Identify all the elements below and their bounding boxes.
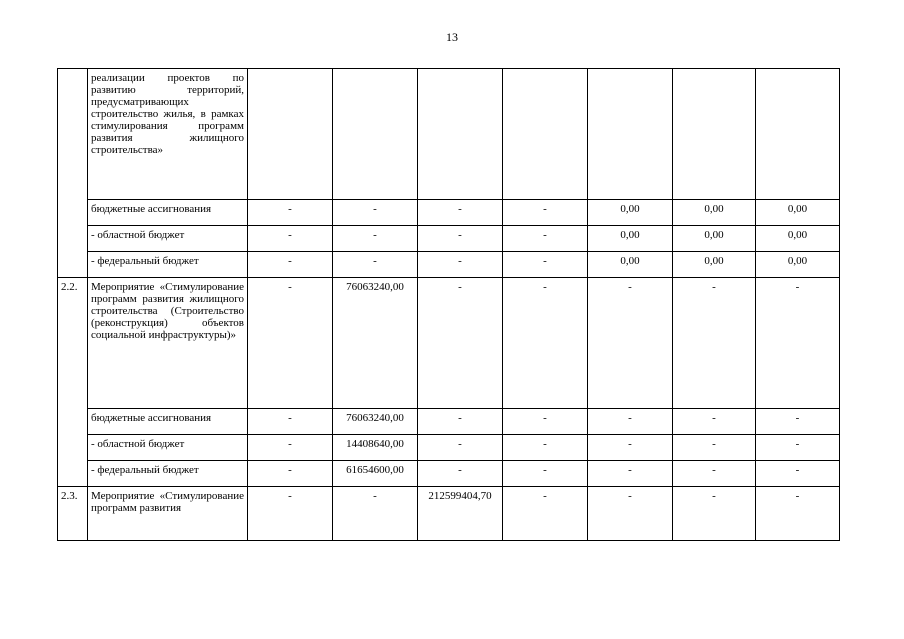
cell-value — [673, 69, 756, 200]
cell-value: - — [588, 409, 673, 435]
row-name: бюджетные ассигнования — [88, 409, 248, 435]
cell-value: - — [418, 252, 503, 278]
cell-value: - — [673, 278, 756, 409]
table-row — [58, 226, 840, 252]
row-name: - федеральный бюджет — [88, 461, 248, 487]
cell-value: - — [756, 461, 840, 487]
row-index — [58, 226, 88, 252]
cell-value: - — [588, 278, 673, 409]
cell-value: 0,00 — [756, 252, 840, 278]
budget-table — [57, 68, 840, 541]
cell-value: - — [756, 278, 840, 409]
cell-value — [503, 69, 588, 200]
row-index — [58, 461, 88, 487]
cell-value: - — [503, 461, 588, 487]
cell-value: - — [588, 461, 673, 487]
cell-value: - — [673, 487, 756, 541]
cell-value — [333, 69, 418, 200]
table-row — [58, 200, 840, 226]
row-index: 2.3. — [58, 487, 88, 541]
cell-value: - — [333, 252, 418, 278]
cell-value: - — [503, 409, 588, 435]
row-name: - областной бюджет — [88, 226, 248, 252]
cell-value — [588, 69, 673, 200]
cell-value: - — [503, 226, 588, 252]
row-index — [58, 200, 88, 226]
cell-value: - — [588, 435, 673, 461]
row-name: Мероприятие «Стимулирование программ развития жилищного строительства (Строительство (реконструкция) объектов социальной инфраструктуры)» — [88, 278, 248, 409]
cell-value: - — [756, 435, 840, 461]
row-index — [58, 252, 88, 278]
cell-value: - — [503, 252, 588, 278]
cell-value: - — [248, 435, 333, 461]
cell-value: - — [673, 435, 756, 461]
table-row — [58, 487, 840, 541]
cell-value: - — [503, 278, 588, 409]
row-index — [58, 409, 88, 435]
cell-value: 0,00 — [588, 252, 673, 278]
cell-value: - — [756, 487, 840, 541]
cell-value: - — [418, 461, 503, 487]
row-name: - федеральный бюджет — [88, 252, 248, 278]
table-row — [58, 461, 840, 487]
cell-value: - — [503, 435, 588, 461]
row-index — [58, 69, 88, 200]
cell-value: 76063240,00 — [333, 278, 418, 409]
cell-value: 0,00 — [673, 200, 756, 226]
cell-value: - — [418, 226, 503, 252]
cell-value — [418, 69, 503, 200]
row-index — [58, 435, 88, 461]
cell-value: 76063240,00 — [333, 409, 418, 435]
cell-value: - — [248, 278, 333, 409]
row-index: 2.2. — [58, 278, 88, 409]
row-name: бюджетные ассигнования — [88, 200, 248, 226]
cell-value: - — [673, 409, 756, 435]
cell-value: - — [503, 487, 588, 541]
cell-value: 61654600,00 — [333, 461, 418, 487]
cell-value: 14408640,00 — [333, 435, 418, 461]
table-row — [58, 409, 840, 435]
page-number: 13 — [446, 30, 458, 44]
cell-value: - — [588, 487, 673, 541]
cell-value: - — [333, 487, 418, 541]
cell-value: - — [248, 200, 333, 226]
table-row — [58, 69, 840, 200]
cell-value — [248, 69, 333, 200]
cell-value: - — [333, 226, 418, 252]
cell-value: - — [333, 200, 418, 226]
cell-value: - — [756, 409, 840, 435]
table-row — [58, 252, 840, 278]
cell-value: - — [248, 226, 333, 252]
cell-value: - — [248, 252, 333, 278]
row-name: Мероприятие «Стимулирование программ развития — [88, 487, 248, 541]
cell-value: - — [248, 487, 333, 541]
cell-value: - — [418, 435, 503, 461]
cell-value: 0,00 — [756, 226, 840, 252]
cell-value: 0,00 — [588, 200, 673, 226]
table-row — [58, 435, 840, 461]
cell-value: - — [673, 461, 756, 487]
cell-value: 212599404,70 — [418, 487, 503, 541]
cell-value: - — [503, 200, 588, 226]
cell-value — [756, 69, 840, 200]
cell-value: 0,00 — [588, 226, 673, 252]
cell-value: 0,00 — [756, 200, 840, 226]
cell-value: 0,00 — [673, 252, 756, 278]
table-row — [58, 278, 840, 409]
cell-value: - — [248, 461, 333, 487]
cell-value: - — [418, 278, 503, 409]
row-name: - областной бюджет — [88, 435, 248, 461]
cell-value: 0,00 — [673, 226, 756, 252]
cell-value: - — [418, 200, 503, 226]
cell-value: - — [248, 409, 333, 435]
row-name: реализации проектов по развитию территорий, предусматривающих строительство жилья, в рамках стимулирования программ развития жилищного строительства» — [88, 69, 248, 200]
cell-value: - — [418, 409, 503, 435]
